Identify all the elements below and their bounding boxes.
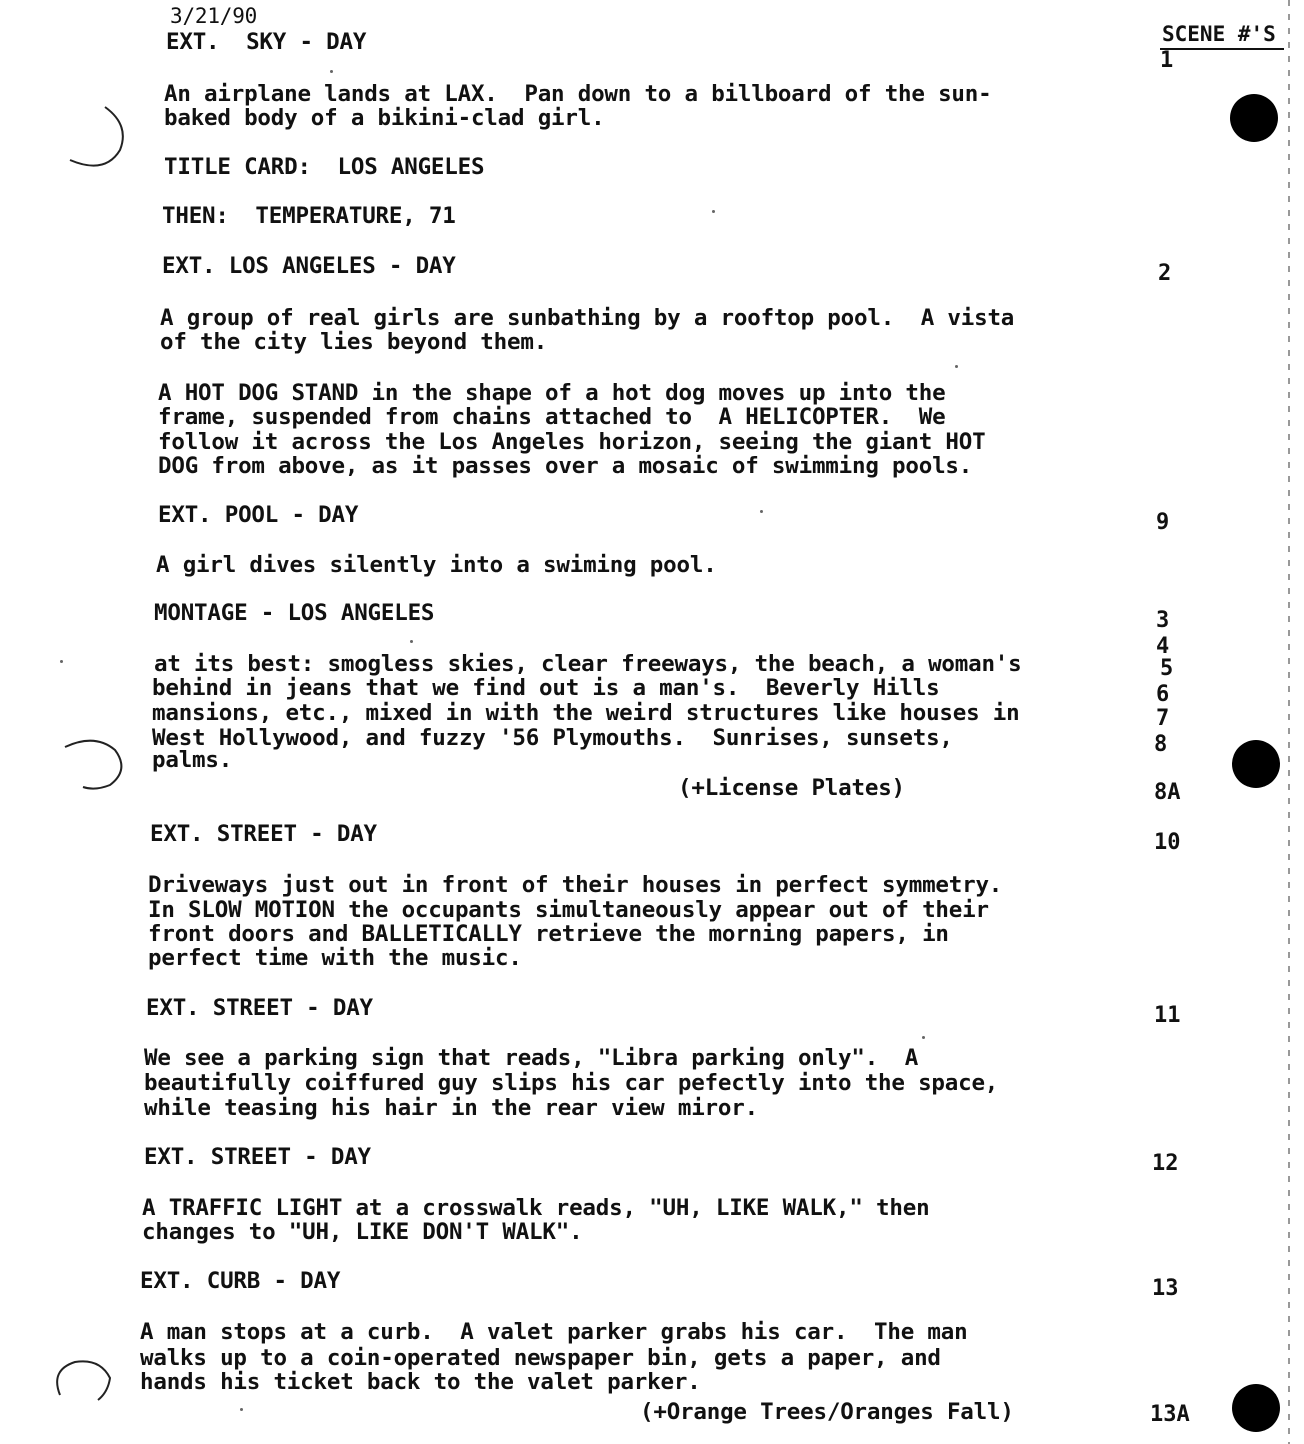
action-line: at its best: smogless skies, clear freeways, the beach, a woman's	[154, 651, 1022, 677]
action-line: mansions, etc., mixed in with the weird structures like houses in	[152, 700, 1020, 726]
insert-note: (+Orange Trees/Oranges Fall)	[640, 1399, 1014, 1425]
divider	[1160, 48, 1284, 50]
scene-number: 6	[1156, 682, 1170, 707]
scene-heading: EXT. SKY - DAY	[166, 29, 367, 55]
action-line: palms.	[152, 747, 233, 773]
scan-speck	[60, 660, 63, 663]
scan-speck	[712, 210, 715, 213]
scene-number: 12	[1152, 1151, 1179, 1176]
margin-mark	[50, 95, 140, 185]
action-line: In SLOW MOTION the occupants simultaneously appear out of their	[148, 897, 989, 923]
action-line: perfect time with the music.	[148, 945, 522, 971]
title-card-line: THEN: TEMPERATURE, 71	[162, 203, 456, 229]
action-line: follow it across the Los Angeles horizon, seeing the giant HOT	[158, 429, 986, 455]
scan-speck	[240, 1408, 243, 1411]
action-line: walks up to a coin-operated newspaper bin, gets a paper, and	[140, 1345, 941, 1371]
scene-number: 7	[1156, 706, 1170, 731]
scan-speck	[330, 70, 333, 73]
action-line: front doors and BALLETICALLY retrieve the morning papers, in	[148, 921, 949, 947]
page-edge	[1288, 0, 1290, 1444]
scene-number: 9	[1156, 510, 1170, 535]
scene-number: 3	[1156, 608, 1170, 633]
scan-speck	[955, 365, 958, 368]
action-line: changes to "UH, LIKE DON'T WALK".	[142, 1219, 583, 1245]
scene-number: 11	[1154, 1003, 1181, 1028]
margin-mark	[40, 1350, 120, 1410]
scan-speck	[760, 510, 763, 513]
action-line: hands his ticket back to the valet parker.	[140, 1369, 701, 1395]
punch-hole	[1232, 1384, 1280, 1432]
action-line: Driveways just out in front of their houses in perfect symmetry.	[148, 872, 1003, 898]
action-line: beautifully coiffured guy slips his car pefectly into the space,	[144, 1070, 999, 1096]
scene-heading: EXT. STREET - DAY	[144, 1144, 371, 1170]
action-line: behind in jeans that we find out is a man's. Beverly Hills	[152, 675, 940, 701]
scene-heading: EXT. POOL - DAY	[158, 502, 359, 528]
scene-number: 8	[1154, 732, 1168, 757]
scene-number: 1	[1160, 48, 1174, 73]
scene-number: 2	[1158, 261, 1172, 286]
action-line: of the city lies beyond them.	[160, 329, 548, 355]
punch-hole	[1232, 740, 1280, 788]
action-line: A group of real girls are sunbathing by a rooftop pool. A vista	[160, 305, 1015, 331]
title-card-line: TITLE CARD: LOS ANGELES	[164, 154, 485, 180]
action-line: frame, suspended from chains attached to A HELICOPTER. We	[158, 404, 946, 430]
scan-speck	[410, 640, 413, 643]
draft-date: 3/21/90	[170, 4, 258, 28]
margin-mark	[55, 725, 145, 805]
scene-number: 13A	[1150, 1402, 1190, 1427]
scene-number: 13	[1152, 1276, 1179, 1301]
scan-speck	[922, 1036, 925, 1039]
scene-number: 10	[1154, 830, 1181, 855]
action-line: We see a parking sign that reads, "Libra parking only". A	[144, 1045, 919, 1071]
action-line: A HOT DOG STAND in the shape of a hot dog moves up into the	[158, 380, 946, 406]
action-line: A man stops at a curb. A valet parker grabs his car. The man	[140, 1319, 968, 1345]
action-line: West Hollywood, and fuzzy '56 Plymouths. Sunrises, sunsets,	[152, 725, 953, 751]
action-line: A girl dives silently into a swiming pool.	[156, 552, 717, 578]
scene-numbers-header: SCENE #'S	[1162, 22, 1276, 46]
punch-hole	[1230, 94, 1278, 142]
scene-heading: EXT. STREET - DAY	[150, 821, 377, 847]
scene-heading: EXT. STREET - DAY	[146, 995, 373, 1021]
scene-number: 5	[1160, 656, 1174, 681]
action-line: baked body of a bikini-clad girl.	[164, 105, 605, 131]
action-line: while teasing his hair in the rear view miror.	[144, 1095, 758, 1121]
action-line: A TRAFFIC LIGHT at a crosswalk reads, "UH, LIKE WALK," then	[142, 1195, 930, 1221]
scene-heading: MONTAGE - LOS ANGELES	[154, 600, 435, 626]
action-line: DOG from above, as it passes over a mosaic of swimming pools.	[158, 453, 973, 479]
scene-heading: EXT. LOS ANGELES - DAY	[162, 253, 456, 279]
insert-note: (+License Plates)	[678, 775, 905, 801]
scene-heading: EXT. CURB - DAY	[140, 1268, 341, 1294]
action-line: An airplane lands at LAX. Pan down to a billboard of the sun-	[164, 81, 992, 107]
scene-number: 8A	[1154, 780, 1181, 805]
scene-number: 4	[1156, 634, 1170, 659]
